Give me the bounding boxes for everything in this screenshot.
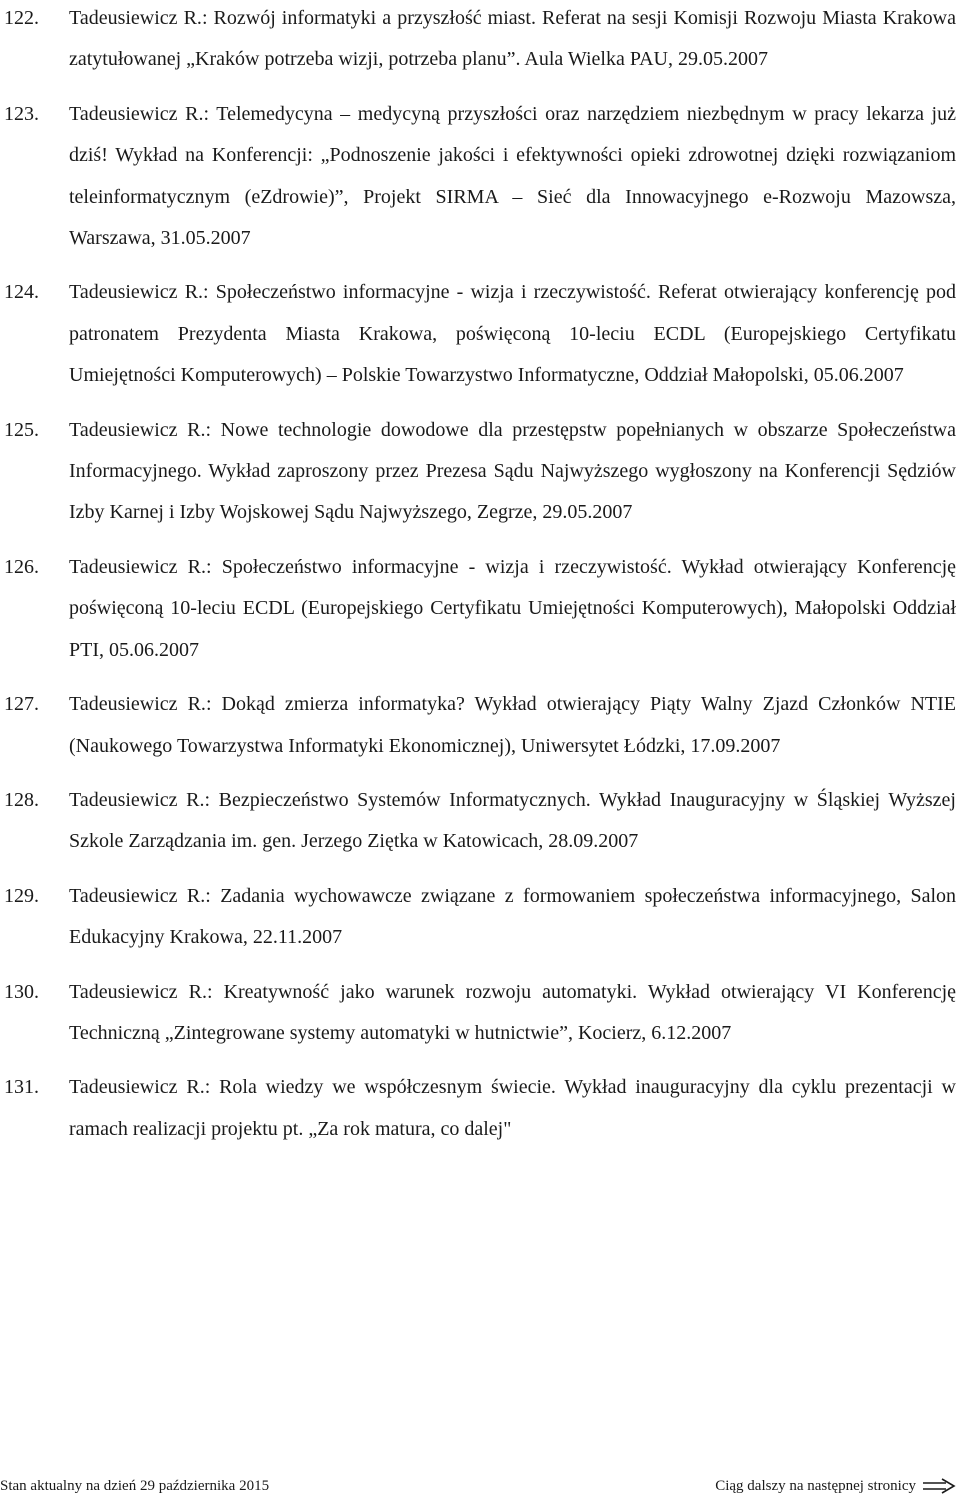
entry-text: : Bezpieczeństwo Systemów Informatycznych. Wykład Inauguracyjny w Śląskiej Wyższej Szkole Zarządzania im. gen. Jerzego Ziętka w Katowicach, 28.09.2007 (69, 788, 956, 853)
double-arrow-right-icon (922, 1478, 956, 1494)
entry-author: Tadeusiewicz R. (69, 693, 206, 716)
entry-author: Tadeusiewicz R. (69, 7, 202, 29)
list-item (0, 94, 960, 260)
entry-number: 129. (4, 884, 39, 907)
entry-text: : Społeczeństwo informacyjne - wizja i rzeczywistość. Referat otwierający konferencję pod patronatem Prezydenta Miasta Krakowa, poświęconą 10-leciu ECDL (Europejskiego Certyfikatu Umiejętności Komputerowych) – Polskie Towarzystwo Informatyczne, Oddział Małopolski, 05.06.2007 (69, 281, 956, 387)
list-item (0, 410, 960, 534)
entry-author: Tadeusiewicz R. (69, 884, 206, 907)
list-item (0, 876, 960, 959)
entry-number: 128. (4, 788, 39, 811)
entry-author: Tadeusiewicz R. (69, 281, 204, 304)
entry-text: : Kreatywność jako warunek rozwoju automatyki. Wykład otwierający VI Konferencję Techniczną „Zintegrowane systemy automatyki w hutnictwie”, Kocierz, 6.12.2007 (69, 980, 956, 1044)
entry-number: 131. (4, 1076, 39, 1099)
list-item (0, 684, 960, 767)
entry-author: Tadeusiewicz R. (69, 788, 205, 811)
entry-text: : Nowe technologie dowodowe dla przestępstw popełnianych w obszarze Społeczeństwa Informacyjnego. Wykład zaproszony przez Prezesa Sądu Najwyższego wygłoszony na Konferencji Sędziów Izby Karnej i Izby Wojskowej Sądu Najwyższego, Zegrze, 29.05.2007 (69, 418, 957, 524)
entry-number: 123. (4, 102, 39, 125)
entry-number: 130. (4, 980, 39, 1003)
entry-number: 124. (4, 281, 39, 304)
entry-text: : Telemedycyna – medycyną przyszłości oraz narzędziem niezbędnym w pracy lekarza już dziś! Wykład na Konferencji: „Podnoszenie jakości i efektywności opieki zdrowotnej dzięki rozwiązaniom teleinformatycznym (eZdrowie)”, Projekt SIRMA – Sieć dla Innowacyjnego e-Rozwoju Mazowsza, Warszawa, 31.05.2007 (69, 102, 956, 250)
entry-number: 125. (4, 418, 39, 441)
list-item (0, 1067, 960, 1150)
list-item (0, 272, 960, 396)
entry-text: : Rozwój informatyki a przyszłość miast. Referat na sesji Komisji Rozwoju Miasta Krakowa zatytułowanej „Kraków potrzeba wizji, potrzeba planu”. Aula Wielka PAU, 29.05.2007 (69, 7, 956, 71)
entry-text: : Społeczeństwo informacyjne - wizja i rzeczywistość. Wykład otwierający Konferencję poświęconą 10-leciu ECDL (Europejskiego Certyfikatu Umiejętności Komputerowych), Małopolski Oddział PTI, 05.06.2007 (69, 555, 956, 661)
entry-author: Tadeusiewicz R. (69, 555, 207, 578)
entry-number: 126. (4, 555, 39, 578)
entry-text: : Rola wiedzy we współczesnym świecie. Wykład inauguracyjny dla cyklu prezentacji w ramach realizacji projektu pt. „Za rok matura, co dalej" (69, 1076, 956, 1140)
page-footer (0, 1476, 960, 1496)
list-item (0, 0, 960, 81)
list-item (0, 780, 960, 863)
entry-author: Tadeusiewicz R. (69, 418, 206, 441)
footer-status-date: Stan aktualny na dzień 29 października 2015 (0, 1478, 270, 1494)
entry-author: Tadeusiewicz R. (69, 1076, 205, 1099)
list-item (0, 972, 960, 1055)
entry-number: 122. (4, 7, 39, 29)
entry-author: Tadeusiewicz R. (69, 102, 204, 125)
entry-author: Tadeusiewicz R. (69, 980, 207, 1003)
entry-text: : Dokąd zmierza informatyka? Wykład otwierający Piąty Walny Zjazd Członków NTIE (Naukowego Towarzystwa Informatyki Ekonomicznej), Uniwersytet Łódzki, 17.09.2007 (69, 693, 956, 757)
footer-continued-label: Ciąg dalszy na następnej stronicy (715, 1478, 916, 1494)
entry-text: : Zadania wychowawcze związane z formowaniem społeczeństwa informacyjnego, Salon Edukacyjny Krakowa, 22.11.2007 (69, 884, 957, 949)
entry-number: 127. (4, 693, 39, 716)
list-item (0, 547, 960, 671)
footer-continued (715, 1476, 956, 1496)
